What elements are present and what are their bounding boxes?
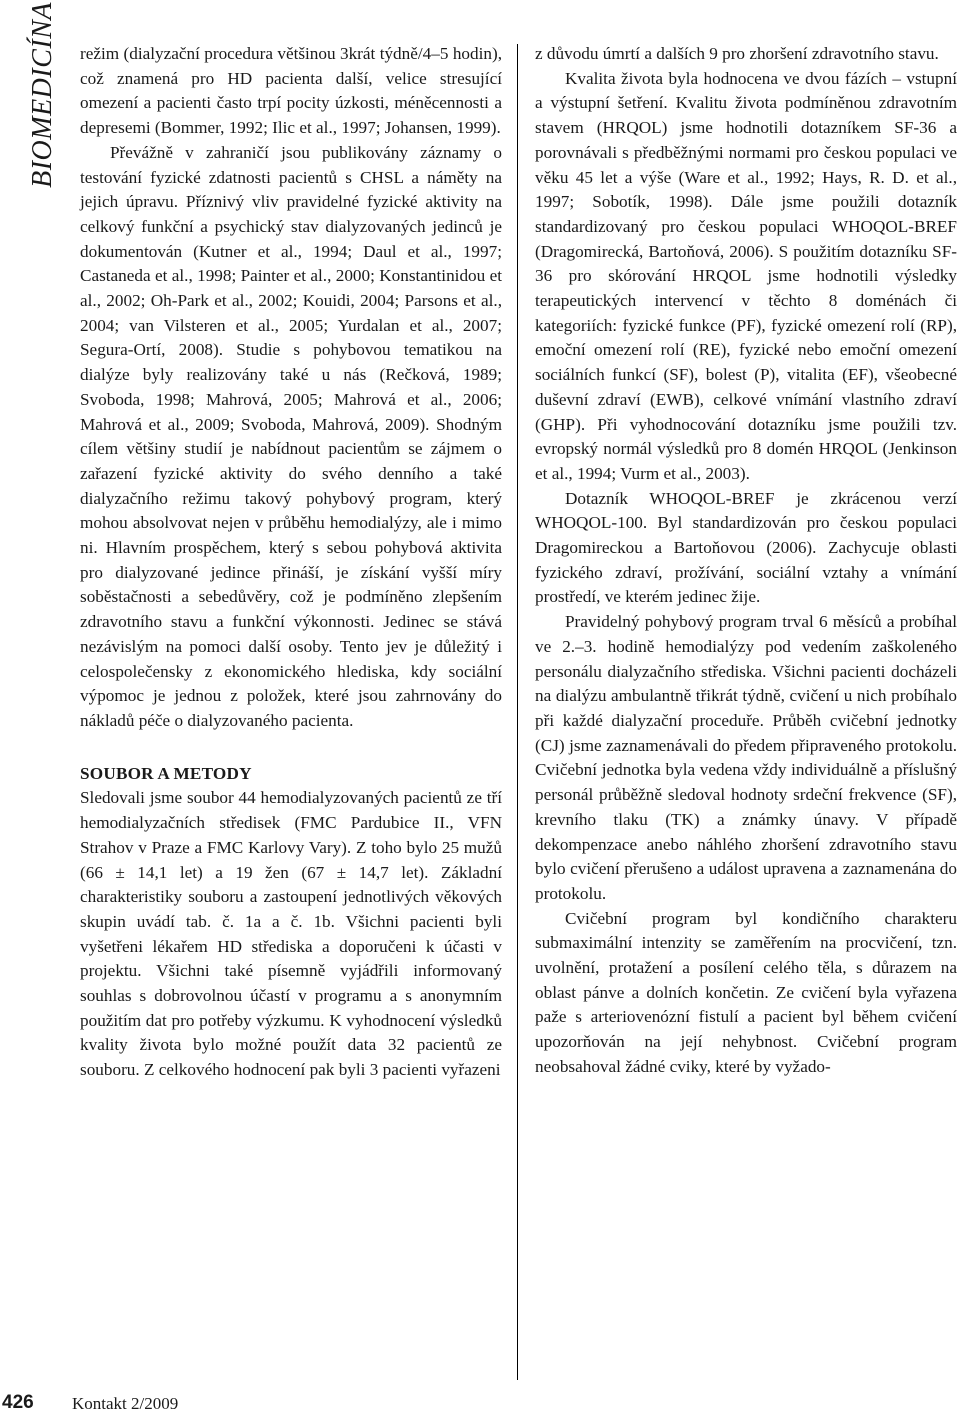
right-paragraph-5: Cvičební program byl kondičního charakteru submaximální intenzity se zaměřením na procvičení, tzn. uvolnění, protažení a posílení celého těla, s důrazem na oblast pánve a dolních končetin. Ze cvičení byla vyřazena paže s arteriovenózní fistulí a pacient byl během cvičení upozorňován na její nehybnost. Cvičební program neobsahoval žádné cviky, které by vyžado-	[535, 908, 957, 1076]
right-paragraph-2: Kvalita života byla hodnocena ve dvou fázích – vstupní a výstupní šetření. Kvalitu života podmíněnou zdravotním stavem (HRQOL) jsme hodnotili dotazníkem SF-36 a porovnávali s předběžnými normami pro českou populaci ve věku 45 let a výše (Ware et al., 1992; Hays, R. D. et al., 1997; Sobotík, 1998). Dále jsme použili dotazník standardizovaný pro českou populaci WHOQOL-BREF (Dragomirecká, Bartoňová, 2006). S použitím dotazníku SF-36 pro skórování HRQOL jsme hodnotili výsledky terapeutických intervencí v těchto 8 doménách či kategoriích: fyzické funkce (PF), fyzické omezení rolí (RP), emoční omezení rolí (RE), fyzické nebo emoční omezení sociálních funkcí (SF), bolest (P), vitalita (EF), všeobecné duševní zdraví (EWB), celkové vnímání vlastního zdraví (GHP). Při vyhodnocování dotazníku jsme použili tzv. evropský normál výsledků pro 8 domén HRQOL (Jenkinson et al., 1994; Vurm et al., 2003).	[535, 68, 957, 483]
left-paragraph-3: Sledovali jsme soubor 44 hemodialyzovaných pacientů ze tří hemodialyzačních středisek (FMC Pardubice II., VFN Strahov v Praze a FMC Karlovy Vary). Z toho bylo 25 mužů (66 ± 14,1 let) a 19 žen (67 ± 14,7 let). Základní charakteristiky souboru a zastoupení jednotlivých věkových skupin uvádí tab. č. 1a a č. 1b. Všichni pacienti byli vyšetřeni lékařem HD střediska a doporučeni k účasti v projektu. Všichni také písemně vyjádřili informovaný souhlas s dobrovolnou účastí v programu a s anonymním použitím dat pro potřeby výzkumu. K vyhodnocení výsledků kvality života bylo možné použít data 32 pacientů ze souboru. Z celkového hodnocení pak byli 3 pacienti vyřazeni	[80, 788, 502, 1080]
left-paragraph-2: Převážně v zahraničí jsou publikovány záznamy o testování fyzické zdatnosti pacientů s CHSL a náměty na jejich úpravu. Příznivý vliv pravidelné fyzické aktivity na celkový funkční a psychický stav dialyzovaných jedinců je dokumentován (Kutner et al., 1994; Daul et al., 1997; Castaneda et al., 1998; Painter et al., 2000; Konstantinidou et al., 2002; Oh-Park et al., 2002; Kouidi, 2004; Parsons et al., 2004; van Vilsteren et al., 2005; Yurdalan et al., 2007; Segura-Ortí, 2008). Studie s pohybovou tematikou na dialýze byly realizovány také u nás (Rečková, 1989; Svoboda, 1998; Mahrová, 2005; Mahrová et al., 2006; Mahrová et al., 2009; Svoboda, Mahrová, 2009). Shodným cílem většiny studií je nabídnout pacientům se zájmem o zařazení fyzické aktivity do svého denního a také dialyzačního režimu takový pohybový program, který mohou absolvovat nejen v průběhu hemodialýzy, ale i mimo ni. Hlavním prospěchem, který s sebou pohybová aktivita pro dialyzované jedince přináší, je získání vyšší míry soběstačnosti a sebedůvěry, což je podmíněno zlepšením zdravotního stavu a funkční výkonnosti. Jedinec se stává nezávislým na pomoci další osoby. Tento jev je důležitý i celospolečensky z ekonomického hlediska, kdy sociální výpomoc je jednou z položek, které jsou zahrnovány do nákladů péče o dialyzovaného pacienta.	[80, 142, 502, 730]
left-column	[80, 42, 502, 1083]
section-heading: SOUBOR A METODY	[80, 763, 252, 783]
section-label-tab	[0, 0, 58, 200]
section-label: BIOMEDICÍNA	[27, 2, 58, 188]
right-column	[535, 42, 957, 1080]
right-paragraph-4: Pravidelný pohybový program trval 6 měsíců a probíhal ve 2.–3. hodině hemodialýzy pod vedením zaškoleného personálu dialyzačního střediska. Všichni pacienti docházeli na dialýzu ambulantně třikrát týdně, cvičení u nich probíhalo při každé dialyzační proceduře. Průběh cvičební jednotky (CJ) jsme zaznamenávali do předem připraveného protokolu. Cvičební jednotka byla vedena vždy individuálně a příslušný personál průběžně sledoval hodnoty srdeční frekvence (SF), krevního tlaku (TK) a známky únavy. V případě dekompenzace anebo náhlého zhoršení zdravotního stavu bylo cvičení přerušeno a událost upravena a zaznamenána do protokolu.	[535, 612, 957, 903]
right-paragraph-3: Dotazník WHOQOL-BREF je zkrácenou verzí WHOQOL-100. Byl standardizován pro českou populaci Dragomireckou a Bartoňovou (2006). Zachycuje oblasti fyzického zdraví, prožívání, sociální vztahy a vnímání prostředí, ve kterém jedinec žije.	[535, 488, 957, 607]
journal-issue: Kontakt 2/2009	[72, 1394, 179, 1413]
page-number: 426	[2, 1392, 34, 1413]
column-divider	[517, 44, 518, 1380]
left-paragraph-1: režim (dialyzační procedura většinou 3krát týdně/4–5 hodin), což znamená pro HD pacienta další, velice stresující omezení a pacienti často trpí pocity úzkosti, méněcennosti a depresemi (Bommer, 1992; Ilic et al., 1997; Johansen, 1999).	[80, 44, 502, 138]
right-paragraph-1: z důvodu úmrtí a dalších 9 pro zhoršení zdravotního stavu.	[535, 44, 939, 63]
